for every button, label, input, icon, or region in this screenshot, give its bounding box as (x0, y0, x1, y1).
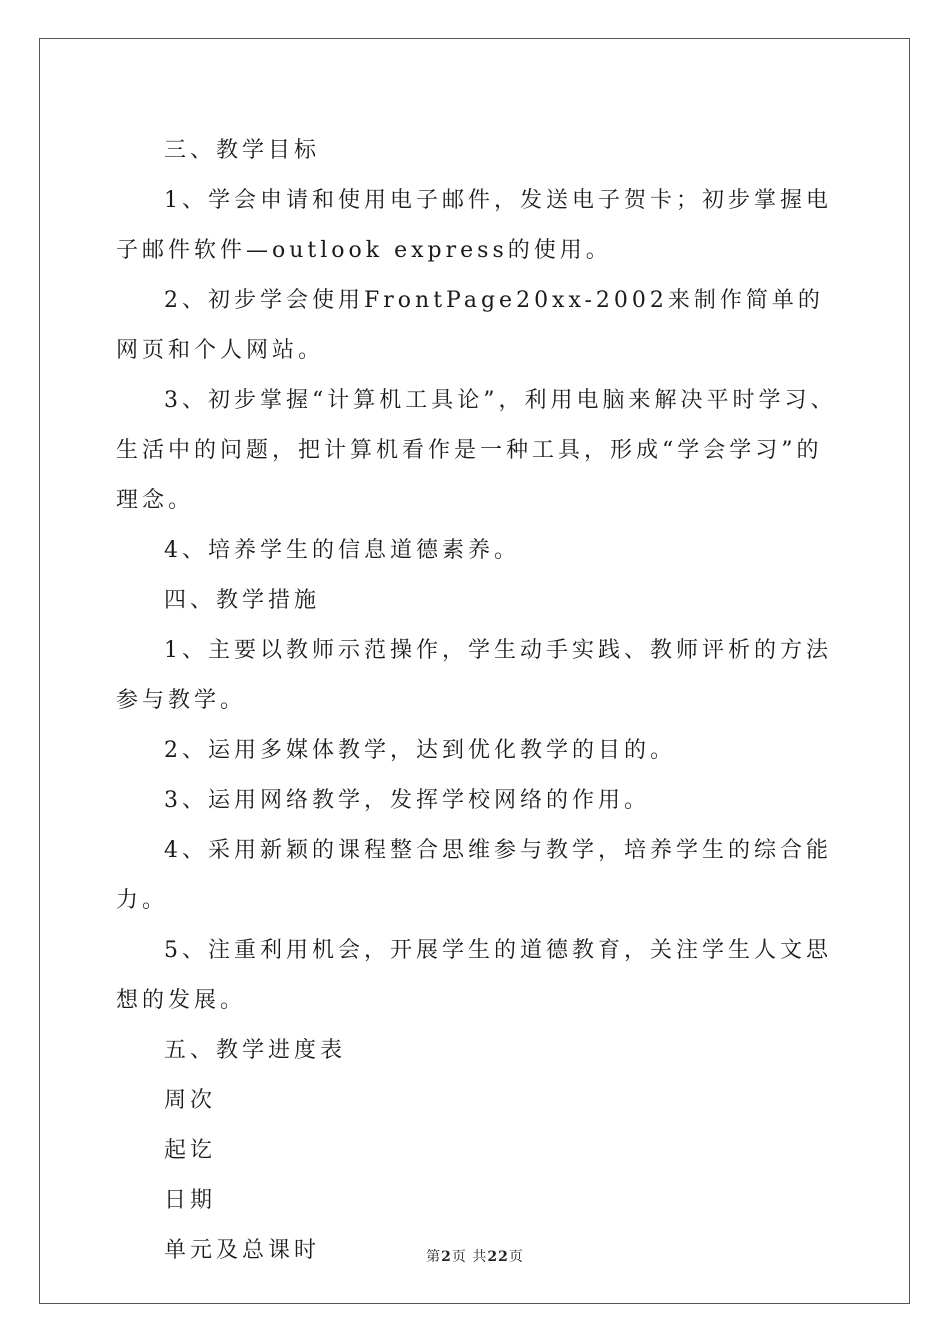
paragraph: 周次 (164, 1088, 217, 1113)
current-page-number: 2 (441, 1249, 452, 1265)
total-page-number: 22 (487, 1249, 509, 1265)
paragraph: 起讫 (164, 1138, 217, 1163)
paragraph: 4、采用新颖的课程整合思维参与教学，培养学生的综合能力。 (116, 838, 832, 913)
section-heading-measures: 四、教学措施 (164, 588, 321, 613)
document-body (116, 126, 838, 1276)
section-heading-goals: 三、教学目标 (164, 138, 321, 163)
paragraph: 2、初步学会使用FrontPage20xx-2002来制作简单的网页和个人网站。 (116, 288, 824, 363)
section-heading-schedule: 五、教学进度表 (164, 1038, 347, 1063)
paragraph: 单元及总课时 (164, 1238, 321, 1263)
paragraph: 4、培养学生的信息道德素养。 (164, 538, 520, 563)
footer-mid: 页 共 (451, 1249, 488, 1265)
paragraph: 日期 (164, 1188, 217, 1213)
paragraph: 3、运用网络教学，发挥学校网络的作用。 (164, 788, 650, 813)
paragraph: 1、主要以教师示范操作，学生动手实践、教师评析的方法参与教学。 (116, 638, 832, 713)
paragraph: 5、注重利用机会，开展学生的道德教育，关注学生人文思想的发展。 (116, 938, 832, 1013)
paragraph: 3、初步掌握“计算机工具论”，利用电脑来解决平时学习、生活中的问题，把计算机看作是一种工具，形成“学会学习”的理念。 (116, 388, 837, 513)
footer-prefix: 第 (426, 1249, 442, 1265)
paragraph: 2、运用多媒体教学，达到优化教学的目的。 (164, 738, 676, 763)
paragraph: 1、学会申请和使用电子邮件，发送电子贺卡；初步掌握电子邮件软件—outlook express的使用。 (116, 188, 832, 263)
footer-suffix: 页 (508, 1249, 524, 1265)
page-footer (0, 1246, 950, 1266)
